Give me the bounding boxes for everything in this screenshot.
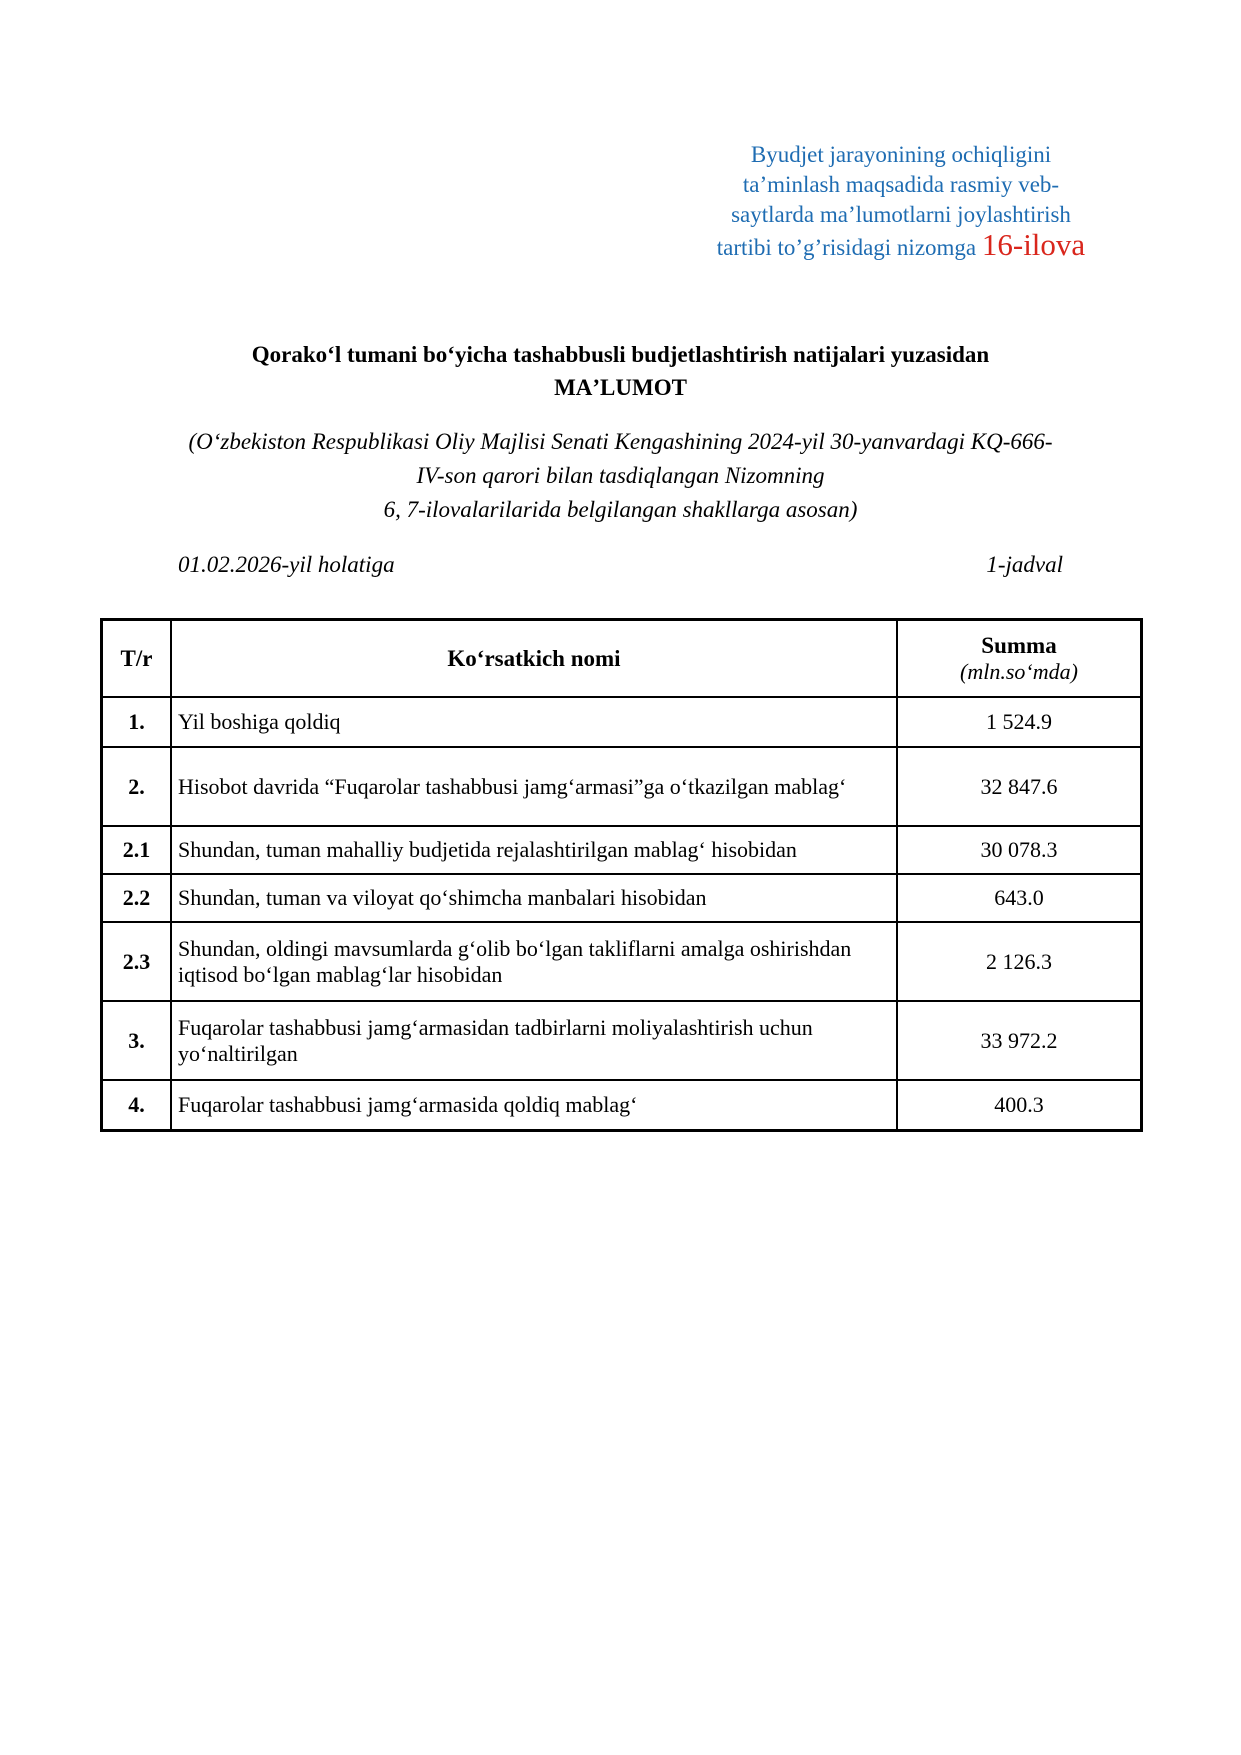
row-indicator-name: Fuqarolar tashabbusi jamgʻarmasida qoldiq mablagʻ (171, 1080, 897, 1131)
header-sum-title: Summa (981, 632, 1057, 658)
table-row (102, 874, 1142, 922)
row-sum-value: 32 847.6 (897, 747, 1142, 826)
table-row (102, 1080, 1142, 1131)
row-indicator-name: Shundan, tuman mahalliy budjetida rejalashtirilgan mablagʻ hisobidan (171, 826, 897, 874)
page-title-line2: MAʼLUMOT (554, 375, 687, 400)
page-title (0, 338, 1241, 404)
corner-annotation-line: ta’minlash maqsadida rasmiy veb- (742, 172, 1060, 197)
budget-table (100, 618, 1143, 1132)
legal-reference-line1: (Oʻzbekiston Respublikasi Oliy Majlisi Senati Kengashining 2024-yil 30-yanvardagi KQ-666- (188, 429, 1053, 454)
corner-annotation-line: saytlarda ma’lumotlarni joylashtirish (731, 202, 1071, 227)
row-number: 3. (102, 1001, 172, 1080)
legal-reference-line3: 6, 7-ilovalarilarida belgilangan shakllarga asosan) (383, 497, 858, 522)
row-indicator-name: Fuqarolar tashabbusi jamgʻarmasidan tadbirlarni moliyalashtirish uchun yoʻnaltirilgan (171, 1001, 897, 1080)
row-indicator-name: Shundan, tuman va viloyat qoʻshimcha manbalari hisobidan (171, 874, 897, 922)
table-row (102, 922, 1142, 1001)
row-indicator-name: Shundan, oldingi mavsumlarda gʻolib boʻlgan takliflarni amalga oshirishdan iqtisod boʻlgan mablagʻlar hisobidan (171, 922, 897, 1001)
page-title-line1: Qorakoʻl tumani boʻyicha tashabbusli budjetlashtirish natijalari yuzasidan (251, 342, 990, 367)
row-number: 4. (102, 1080, 172, 1131)
row-sum-value: 643.0 (897, 874, 1142, 922)
row-number: 2.3 (102, 922, 172, 1001)
header-sum-unit: (mln.soʻmda) (960, 658, 1078, 684)
annex-number: 16-ilova (981, 227, 1086, 262)
row-sum-value: 400.3 (897, 1080, 1142, 1131)
corner-annotation-line: Byudjet jarayonining ochiqligini (750, 142, 1052, 167)
table-row (102, 826, 1142, 874)
row-number: 2.1 (102, 826, 172, 874)
as-of-date: 01.02.2026-yil holatiga (178, 552, 395, 577)
table-header-row (102, 620, 1142, 698)
table-number-label: 1-jadval (986, 552, 1063, 577)
row-sum-value: 30 078.3 (897, 826, 1142, 874)
legal-reference (120, 425, 1121, 527)
row-sum-value: 2 126.3 (897, 922, 1142, 1001)
table-row (102, 1001, 1142, 1080)
row-sum-value: 1 524.9 (897, 697, 1142, 747)
legal-reference-line2: IV-son qarori bilan tasdiqlangan Nizomning (416, 463, 825, 488)
row-indicator-name: Yil boshiga qoldiq (171, 697, 897, 747)
row-number: 2.2 (102, 874, 172, 922)
corner-annotation-prefix: tartibi to’g’risidagi nizomga (716, 235, 982, 260)
corner-annotation (661, 140, 1141, 263)
row-number: 2. (102, 747, 172, 826)
table-row (102, 697, 1142, 747)
row-sum-value: 33 972.2 (897, 1001, 1142, 1080)
corner-annotation-last-line (716, 227, 1086, 262)
header-cell-name: Koʻrsatkich nomi (171, 620, 897, 698)
row-number: 1. (102, 697, 172, 747)
header-cell-no: T/r (102, 620, 172, 698)
header-cell-sum (897, 620, 1142, 698)
row-indicator-name: Hisobot davrida “Fuqarolar tashabbusi jamgʻarmasi”ga oʻtkazilgan mablagʻ (171, 747, 897, 826)
table-row (102, 747, 1142, 826)
